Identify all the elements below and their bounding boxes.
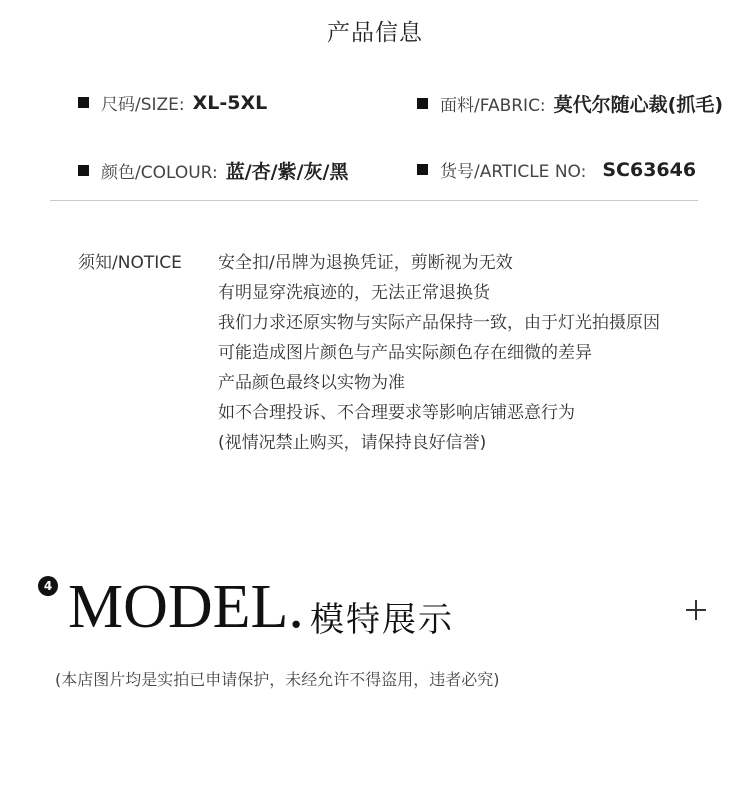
notice-line: 我们力求还原实物与实际产品保持一致，由于灯光拍摄原因 <box>218 313 660 333</box>
notice-line: 可能造成图片颜色与产品实际颜色存在细微的差异 <box>218 343 592 363</box>
square-bullet-icon <box>78 165 89 176</box>
square-bullet-icon <box>417 164 428 175</box>
spec-article-value: SC63646 <box>602 158 697 181</box>
spec-colour <box>78 157 348 184</box>
spec-colour-value: 蓝/杏/紫/灰/黑 <box>225 161 349 183</box>
notice-line: 产品颜色最终以实物为准 <box>218 373 405 393</box>
spec-fabric-value: 莫代尔随心裁(抓毛) <box>553 94 724 116</box>
model-section-title: MODEL. <box>68 573 304 641</box>
spec-article <box>417 157 696 182</box>
spec-size <box>78 90 267 115</box>
section-number-badge: 4 <box>38 576 58 596</box>
spec-size-label: 尺码/SIZE: <box>101 95 185 115</box>
notice-line: 有明显穿洗痕迹的，无法正常退换货 <box>218 283 490 303</box>
notice-line: (视情况禁止购买，请保持良好信誉) <box>218 433 487 453</box>
model-section-subtitle: 模特展示 <box>310 600 454 640</box>
page-title: 产品信息 <box>327 20 423 46</box>
spec-colour-label: 颜色/COLOUR: <box>101 163 218 183</box>
section-divider <box>50 200 698 201</box>
copyright-notice: (本店图片均是实拍已申请保护，未经允许不得盗用，违者必究) <box>55 670 500 689</box>
notice-line: 安全扣/吊牌为退换凭证，剪断视为无效 <box>218 253 513 273</box>
notice-label: 须知/NOTICE <box>78 253 182 273</box>
spec-fabric <box>417 90 723 117</box>
square-bullet-icon <box>78 97 89 108</box>
spec-article-label: 货号/ARTICLE NO: <box>440 162 587 182</box>
plus-icon[interactable] <box>686 600 706 620</box>
notice-list <box>218 248 660 458</box>
square-bullet-icon <box>417 98 428 109</box>
spec-fabric-label: 面料/FABRIC: <box>440 96 546 116</box>
spec-size-value: XL-5XL <box>192 91 268 114</box>
notice-line: 如不合理投诉、不合理要求等影响店铺恶意行为 <box>218 403 575 423</box>
